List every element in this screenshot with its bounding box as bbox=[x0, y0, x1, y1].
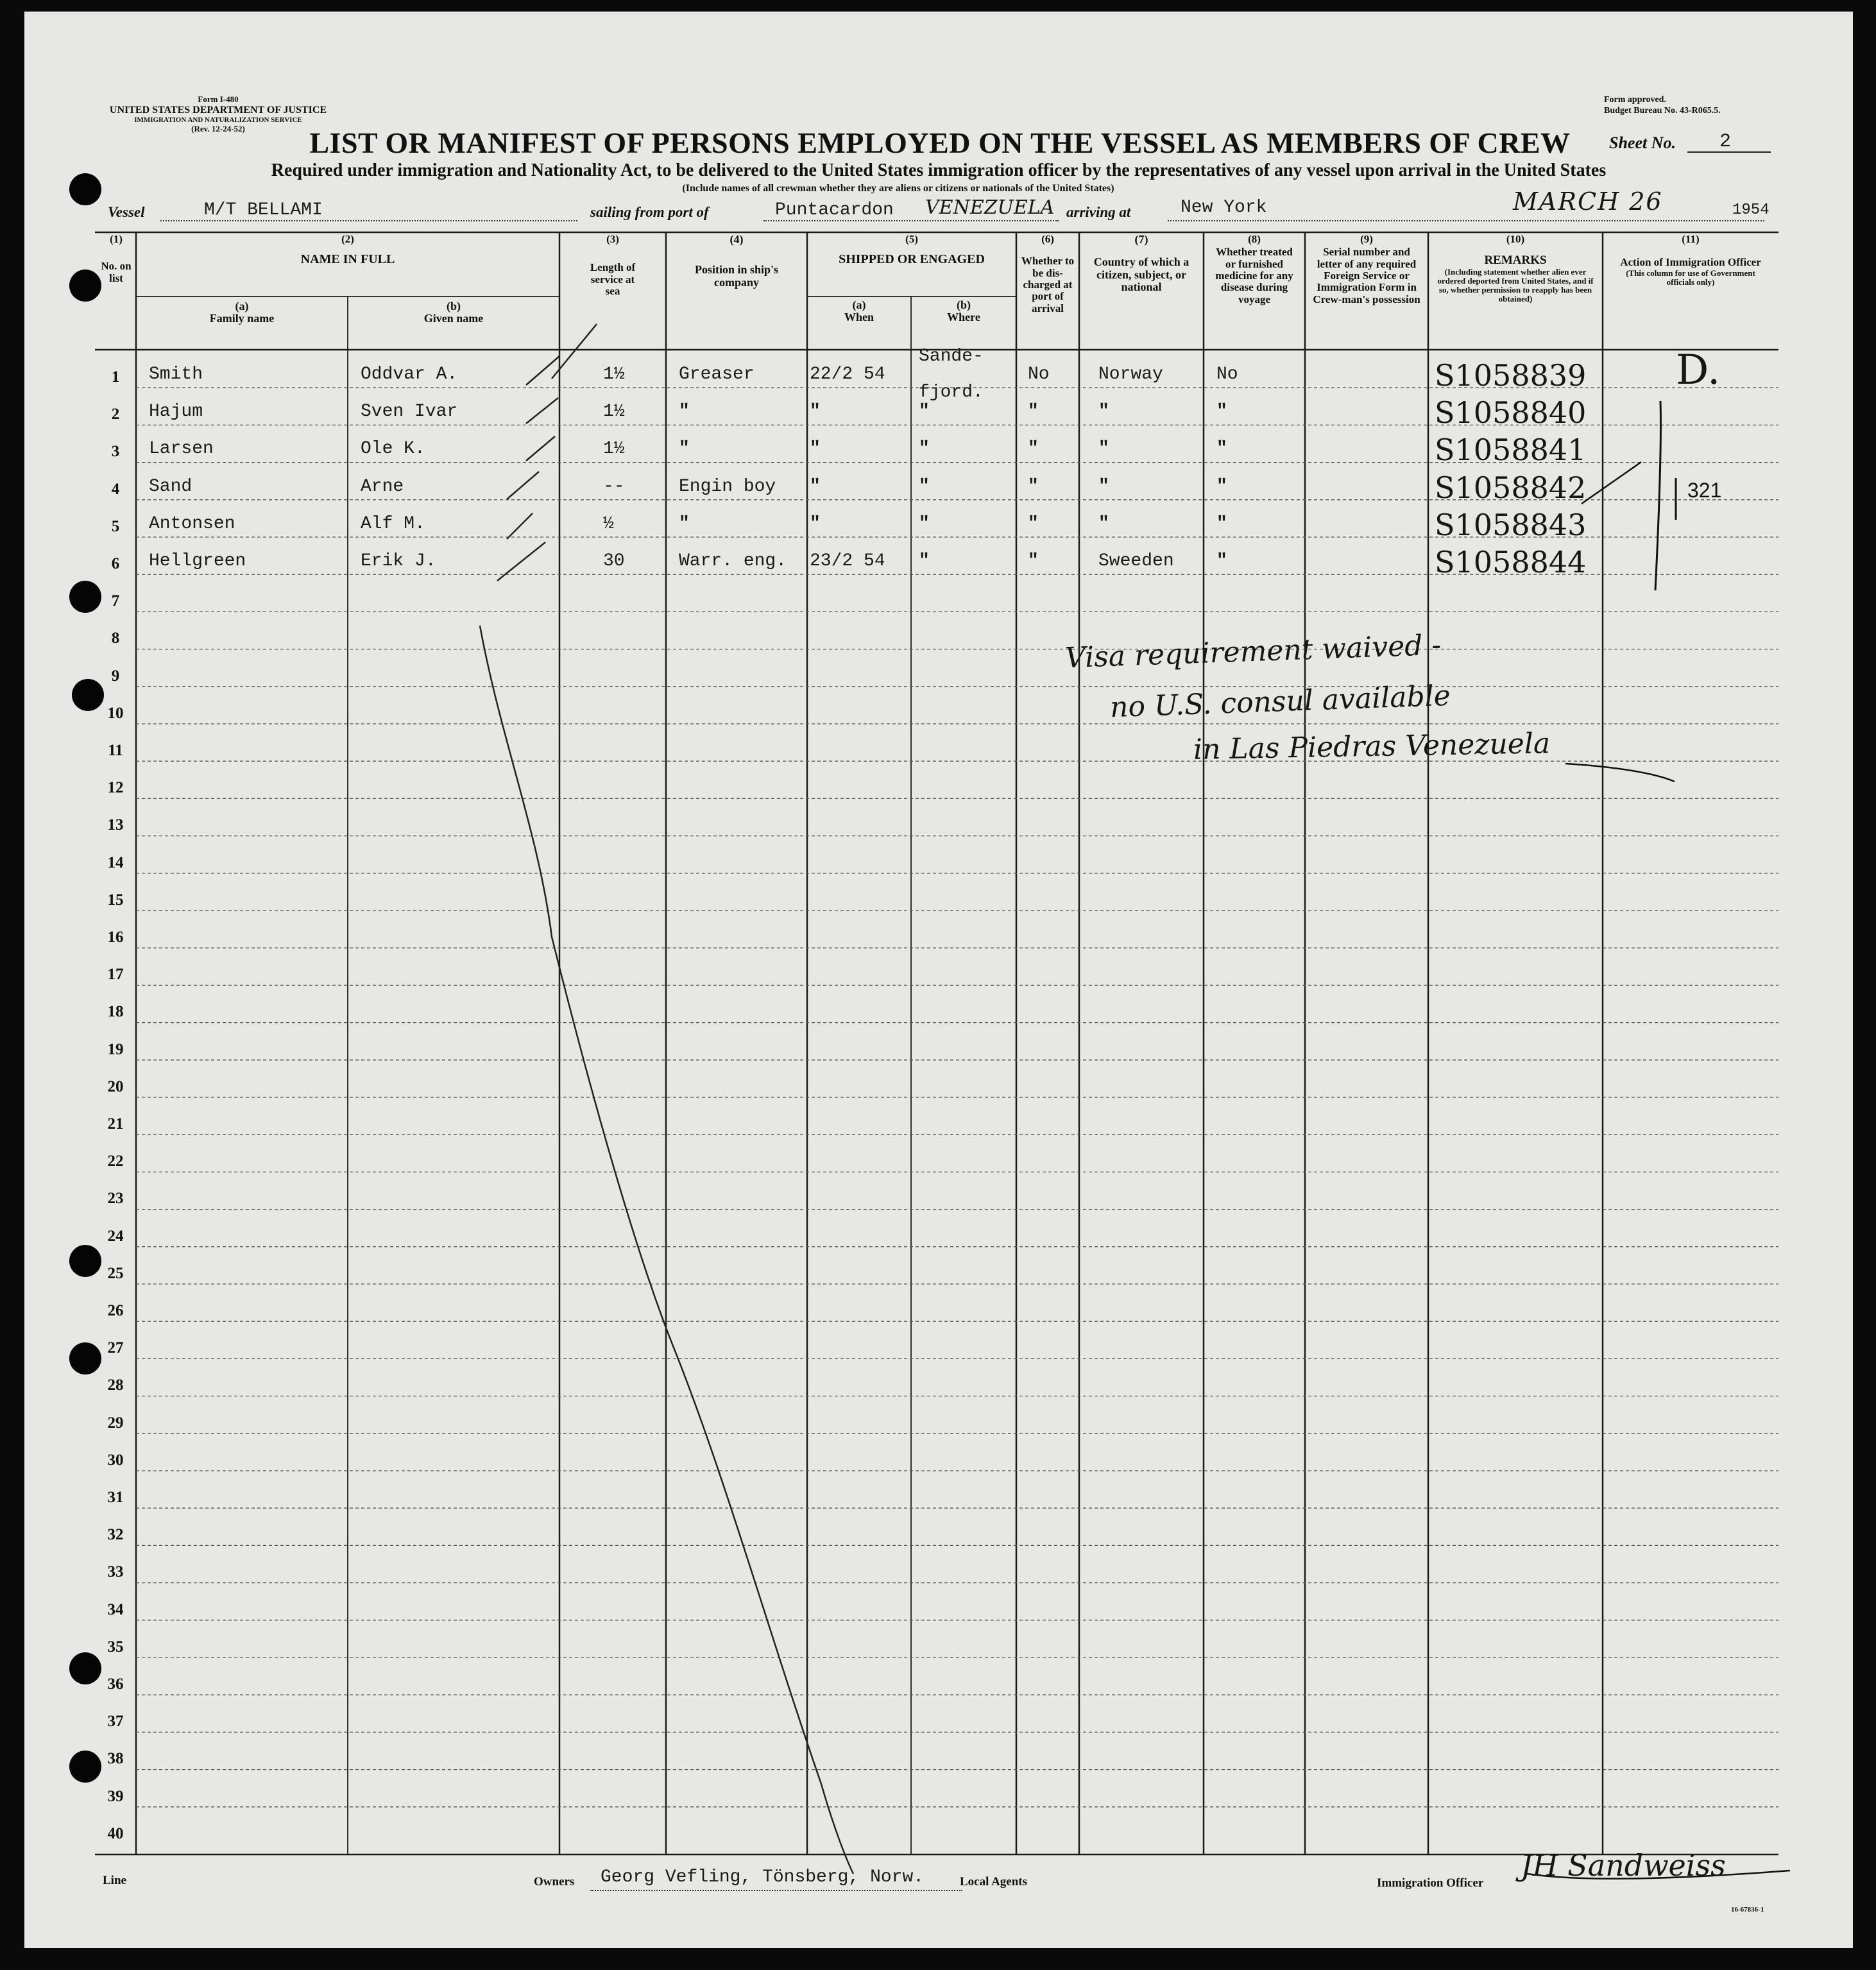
crew-family-name: Sand bbox=[149, 476, 192, 497]
row-number: 5 bbox=[111, 517, 120, 535]
crew-shipped-when: " bbox=[810, 476, 821, 497]
col-5-label: SHIPPED OR ENGAGED bbox=[839, 252, 985, 267]
crew-service-length: 1½ bbox=[603, 439, 625, 459]
crew-country: Norway bbox=[1098, 364, 1163, 384]
crew-country: Sweeden bbox=[1098, 551, 1174, 571]
crew-remarks-serial: S1058843 bbox=[1435, 507, 1587, 542]
crew-shipped-where: " bbox=[919, 439, 930, 459]
row-number: 22 bbox=[107, 1152, 124, 1170]
row-number: 14 bbox=[107, 853, 124, 871]
col-header-discharged bbox=[1016, 234, 1079, 314]
crew-given-name: Oddvar A. bbox=[361, 364, 458, 384]
col-1-num: (1) bbox=[110, 233, 123, 245]
crew-shipped-when: " bbox=[810, 402, 821, 422]
col-9-label: Serial number and letter of any required Foreign Service or Immigration Form in Crew-man's possession bbox=[1313, 246, 1420, 305]
col-header-serial bbox=[1305, 234, 1428, 305]
row-number: 7 bbox=[111, 592, 120, 610]
col-5a-num: (a) bbox=[852, 298, 866, 311]
col-header-shipped bbox=[807, 234, 1016, 267]
crew-family-name: Smith bbox=[149, 364, 203, 384]
crew-service-length: 1½ bbox=[603, 402, 625, 422]
col-7-label: Country of which a citizen, subject, or national bbox=[1093, 255, 1190, 294]
row-number: 4 bbox=[111, 480, 120, 498]
crew-discharged: " bbox=[1028, 402, 1039, 422]
crew-discharged: " bbox=[1028, 551, 1039, 571]
col-5b-label: Where bbox=[947, 311, 980, 324]
row-number: 20 bbox=[107, 1077, 124, 1095]
budget-bureau: Budget Bureau No. 43-R065.5. bbox=[1604, 105, 1721, 116]
col-6-label: Whether to be dis-charged at port of arrival bbox=[1021, 255, 1075, 314]
crew-service-length: 1½ bbox=[603, 364, 625, 384]
col-10-num: (10) bbox=[1506, 233, 1525, 245]
print-code: 16-67836-1 bbox=[1731, 1906, 1764, 1914]
col-header-position bbox=[666, 234, 807, 289]
row-number: 21 bbox=[107, 1115, 124, 1133]
row-number: 35 bbox=[107, 1638, 124, 1656]
agency-service: IMMIGRATION AND NATURALIZATION SERVICE bbox=[134, 116, 302, 124]
crew-position: " bbox=[679, 402, 690, 422]
row-number: 38 bbox=[107, 1750, 124, 1768]
crew-treated: " bbox=[1216, 513, 1227, 534]
col-2b-num: (b) bbox=[447, 300, 461, 313]
row-number: 17 bbox=[107, 966, 124, 984]
row-number: 19 bbox=[107, 1040, 124, 1058]
col-header-family bbox=[136, 300, 348, 325]
crew-family-name: Hajum bbox=[149, 402, 203, 422]
row-number: 11 bbox=[108, 742, 123, 759]
row-number: 16 bbox=[107, 929, 124, 946]
row-number: 1 bbox=[111, 368, 120, 386]
crew-given-name: Alf M. bbox=[361, 513, 425, 534]
row-number: 29 bbox=[107, 1414, 124, 1432]
crew-shipped-when: 23/2 54 bbox=[810, 551, 885, 571]
handwritten-note-line-3: in Las Piedras Venezuela bbox=[1193, 727, 1551, 766]
crew-discharged: " bbox=[1028, 439, 1039, 459]
departure-port: Puntacardon bbox=[775, 200, 894, 220]
col-4-label: Position in ship's company bbox=[694, 263, 779, 289]
crew-shipped-where-line2: fjord. bbox=[919, 382, 984, 402]
officer-signature: JH Sandweiss bbox=[1521, 1848, 1726, 1883]
arrival-year: 1954 bbox=[1732, 201, 1769, 219]
crew-position: Warr. eng. bbox=[679, 551, 787, 571]
row-number: 10 bbox=[107, 704, 124, 722]
crew-service-length: ½ bbox=[603, 513, 614, 534]
crew-given-name: Arne bbox=[361, 476, 404, 497]
form-subtitle: Required under immigration and Nationality Act, to be delivered to the United States immigration officer by the representatives of any vessel upon arrival in the United States bbox=[271, 160, 1607, 180]
crew-country: " bbox=[1098, 513, 1109, 534]
col-8-num: (8) bbox=[1248, 233, 1261, 245]
crew-shipped-when: " bbox=[810, 439, 821, 459]
form-note: (Include names of all crewman whether they are aliens or citizens or nationals of the United States) bbox=[682, 183, 1114, 194]
col-header-country bbox=[1079, 234, 1204, 294]
row-number: 12 bbox=[107, 779, 124, 797]
local-agents-label: Local Agents bbox=[960, 1875, 1028, 1889]
row-number: 28 bbox=[107, 1376, 124, 1394]
approval-text: Form approved. bbox=[1604, 95, 1666, 105]
col-2a-num: (a) bbox=[235, 300, 249, 313]
col-5-num: (5) bbox=[905, 233, 918, 245]
row-number: 34 bbox=[107, 1600, 124, 1618]
crew-treated: " bbox=[1216, 476, 1227, 497]
crew-position: Engin boy bbox=[679, 476, 776, 497]
row-number: 23 bbox=[107, 1190, 124, 1208]
col-3-num: (3) bbox=[606, 233, 619, 245]
col-3-label: Length of service at sea bbox=[590, 261, 636, 298]
vessel-name: M/T BELLAMI bbox=[204, 200, 323, 220]
crew-remarks-serial: S1058844 bbox=[1435, 545, 1587, 579]
row-number: 40 bbox=[107, 1824, 124, 1842]
row-number: 9 bbox=[111, 667, 120, 685]
officer-action-mark: D. bbox=[1676, 347, 1721, 394]
row-number: 18 bbox=[107, 1003, 124, 1021]
row-number: 8 bbox=[111, 630, 120, 647]
col-2-label: NAME IN FULL bbox=[300, 252, 395, 267]
agency-name: UNITED STATES DEPARTMENT OF JUSTICE bbox=[109, 104, 327, 116]
owners-name: Georg Vefling, Tönsberg, Norw. bbox=[601, 1867, 925, 1887]
col-11-label: Action of Immigration Officer bbox=[1620, 256, 1761, 269]
row-number: 15 bbox=[107, 891, 124, 909]
row-number: 25 bbox=[107, 1264, 124, 1282]
crew-service-length: -- bbox=[603, 476, 625, 497]
row-number: 39 bbox=[107, 1787, 124, 1805]
col-2b-label: Given name bbox=[423, 312, 484, 325]
row-number: 26 bbox=[107, 1302, 124, 1319]
col-1-label: No. on list bbox=[101, 260, 132, 284]
crew-remarks-serial: S1058842 bbox=[1435, 470, 1587, 505]
col-header-remarks bbox=[1428, 234, 1603, 304]
crew-given-name: Sven Ivar bbox=[361, 402, 458, 422]
crew-treated: " bbox=[1216, 551, 1227, 571]
col-7-num: (7) bbox=[1134, 233, 1148, 246]
row-number: 33 bbox=[107, 1563, 124, 1581]
row-number: 31 bbox=[107, 1489, 124, 1506]
handwritten-note-line-2: no U.S. consul available bbox=[1109, 679, 1451, 724]
col-8-label: Whether treated or furnished medicine for any disease during voyage bbox=[1215, 246, 1293, 305]
crew-shipped-when: 22/2 54 bbox=[810, 364, 885, 384]
col-header-action bbox=[1603, 234, 1778, 287]
row-number: 32 bbox=[107, 1526, 124, 1544]
line-label: Line bbox=[103, 1874, 126, 1887]
crew-discharged: " bbox=[1028, 513, 1039, 534]
arrival-date-handwritten: MARCH 26 bbox=[1513, 187, 1663, 216]
crew-remarks-serial: S1058840 bbox=[1435, 395, 1587, 431]
col-5a-label: When bbox=[844, 311, 874, 324]
sailing-label: sailing from port of bbox=[590, 204, 709, 220]
crew-treated: " bbox=[1216, 402, 1227, 422]
row-number: 27 bbox=[107, 1339, 124, 1357]
col-9-num: (9) bbox=[1360, 233, 1373, 245]
immigration-officer-label: Immigration Officer bbox=[1377, 1876, 1484, 1890]
col-header-given bbox=[348, 300, 559, 325]
crew-service-length: 30 bbox=[603, 551, 625, 571]
crew-shipped-where: " bbox=[919, 476, 930, 497]
col-6-num: (6) bbox=[1041, 233, 1054, 245]
crew-position: Greaser bbox=[679, 364, 755, 384]
crew-family-name: Larsen bbox=[149, 439, 214, 459]
col-header-number bbox=[96, 234, 136, 284]
col-header-treated bbox=[1204, 234, 1305, 305]
col-10-label: REMARKS bbox=[1484, 253, 1547, 268]
owners-label: Owners bbox=[534, 1875, 575, 1889]
crew-family-name: Antonsen bbox=[149, 513, 235, 534]
handwritten-note-line-1: Visa requirement waived - bbox=[1064, 628, 1442, 675]
sheet-label: Sheet No. bbox=[1609, 133, 1676, 152]
sheet-number: 2 bbox=[1719, 131, 1732, 153]
form-number: Form I-480 bbox=[198, 94, 239, 104]
crew-shipped-where: " bbox=[919, 551, 930, 571]
col-11-num: (11) bbox=[1682, 233, 1700, 245]
col-4-num: (4) bbox=[729, 233, 744, 246]
col-11-sub: (This column for use of Government officials only) bbox=[1626, 268, 1755, 287]
vessel-label: Vessel bbox=[108, 204, 145, 220]
crew-shipped-where: Sande- bbox=[919, 347, 984, 366]
crew-shipped-where: " bbox=[919, 402, 930, 422]
col-header-where bbox=[911, 299, 1016, 324]
col-10-sub: (Including statement whether alien ever ordered deported from United States, and if so, whether permission to reapply has been obtained) bbox=[1437, 266, 1594, 304]
row-number: 36 bbox=[107, 1675, 124, 1693]
row-number: 2 bbox=[111, 406, 120, 424]
crew-country: " bbox=[1098, 402, 1109, 422]
crew-remarks-serial: S1058839 bbox=[1435, 358, 1587, 393]
col-2-num: (2) bbox=[341, 233, 354, 245]
row-number: 6 bbox=[111, 555, 120, 572]
crew-country: " bbox=[1098, 439, 1109, 459]
page-title: LIST OR MANIFEST OF PERSONS EMPLOYED ON THE VESSEL AS MEMBERS OF CREW bbox=[309, 126, 1571, 159]
crew-shipped-when: " bbox=[810, 513, 821, 534]
crew-given-name: Erik J. bbox=[361, 551, 436, 571]
col-5b-num: (b) bbox=[957, 298, 971, 311]
crew-shipped-where: " bbox=[919, 513, 930, 534]
crew-position: " bbox=[679, 439, 690, 459]
crew-country: " bbox=[1098, 476, 1109, 497]
row-number: 24 bbox=[107, 1227, 124, 1245]
row-number: 3 bbox=[111, 443, 120, 461]
col-header-name bbox=[136, 234, 559, 267]
col-header-service bbox=[559, 234, 666, 297]
row-number: 13 bbox=[107, 816, 124, 834]
owners-underline bbox=[590, 1890, 962, 1891]
col-2a-label: Family name bbox=[209, 312, 275, 325]
crew-family-name: Hellgreen bbox=[149, 551, 246, 571]
crew-treated: No bbox=[1216, 364, 1238, 384]
officer-action-number: 321 bbox=[1687, 479, 1722, 502]
row-number: 30 bbox=[107, 1451, 124, 1469]
crew-remarks-serial: S1058841 bbox=[1435, 433, 1587, 468]
departure-country-handwritten: VENEZUELA bbox=[925, 196, 1055, 219]
crew-position: " bbox=[679, 513, 690, 534]
crew-given-name: Ole K. bbox=[361, 439, 425, 459]
col-header-when bbox=[807, 299, 911, 324]
crew-treated: " bbox=[1216, 439, 1227, 459]
form-revision: (Rev. 12-24-52) bbox=[191, 123, 245, 133]
crew-discharged: " bbox=[1028, 476, 1039, 497]
arrival-port: New York bbox=[1181, 198, 1267, 218]
crew-discharged: No bbox=[1028, 364, 1050, 384]
row-number: 37 bbox=[107, 1713, 124, 1731]
arriving-label: arriving at bbox=[1066, 204, 1131, 220]
